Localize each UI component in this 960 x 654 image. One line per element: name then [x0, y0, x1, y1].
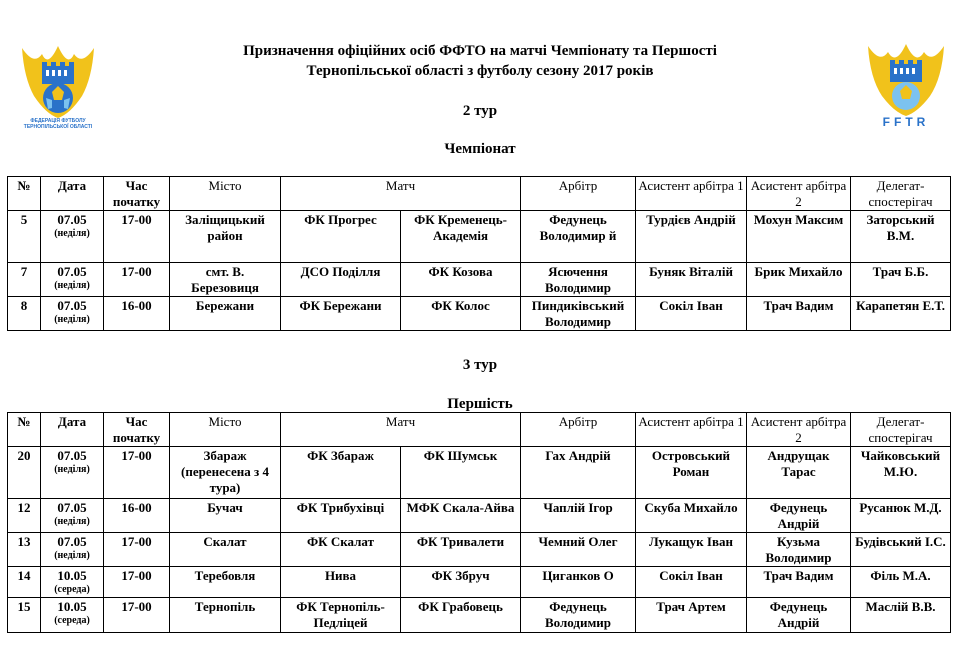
- cell-no: 12: [8, 499, 41, 533]
- cell-time: 17-00: [104, 211, 170, 263]
- cell-assistant1: Буняк Віталій: [636, 263, 747, 297]
- cell-delegate: Будівський І.С.: [851, 533, 951, 567]
- cell-referee: Ясючення Володимир: [521, 263, 636, 297]
- cell-away-team: ФК Шумськ: [401, 447, 521, 499]
- cell-referee: Циганков О: [521, 567, 636, 598]
- cell-time: 17-00: [104, 533, 170, 567]
- cell-city: Теребовля: [170, 567, 281, 598]
- header-no: №: [8, 177, 41, 211]
- cell-city: Бережани: [170, 297, 281, 331]
- cell-referee: Гах Андрій: [521, 447, 636, 499]
- cell-date: [41, 447, 104, 499]
- cell-no: 8: [8, 297, 41, 331]
- header-referee: Арбітр: [521, 177, 636, 211]
- cell-referee: Чемний Олег: [521, 533, 636, 567]
- first-league-heading: Першість: [447, 396, 513, 412]
- header-referee: Арбітр: [521, 413, 636, 447]
- logo-right-caption: FFTR: [882, 115, 930, 129]
- first-league-table: [7, 412, 951, 633]
- cell-time: 16-00: [104, 297, 170, 331]
- cell-assistant1: Сокіл Іван: [636, 297, 747, 331]
- cell-home-team: Нива: [281, 567, 401, 598]
- cell-assistant2: Трач Вадим: [747, 297, 851, 331]
- match-weekday: (неділя): [54, 550, 90, 561]
- round-3-heading: 3 тур: [462, 357, 498, 373]
- cell-date: [41, 598, 104, 633]
- header-assistant1: Асистент арбітра 1: [636, 413, 747, 447]
- match-weekday: (неділя): [54, 280, 90, 291]
- cell-away-team: ФК Тривалети: [401, 533, 521, 567]
- match-weekday: (неділя): [54, 464, 90, 475]
- cell-date: [41, 567, 104, 598]
- table-row: [8, 533, 951, 567]
- cell-no: 13: [8, 533, 41, 567]
- cell-home-team: ФК Бережани: [281, 297, 401, 331]
- cell-assistant1: Трач Артем: [636, 598, 747, 633]
- header-date: Дата: [41, 177, 104, 211]
- header-match: Матч: [281, 177, 521, 211]
- cell-referee: Чаплій Ігор: [521, 499, 636, 533]
- cell-city: Тернопіль: [170, 598, 281, 633]
- cell-home-team: ФК Збараж: [281, 447, 401, 499]
- table-row: [8, 598, 951, 633]
- cell-city: Заліщицький район: [170, 211, 281, 263]
- cell-delegate: Русанюк М.Д.: [851, 499, 951, 533]
- cell-time: 17-00: [104, 263, 170, 297]
- cell-date: [41, 263, 104, 297]
- championship-table: [7, 176, 951, 331]
- match-date: 10.05: [57, 568, 87, 583]
- cell-away-team: ФК Козова: [401, 263, 521, 297]
- cell-time: 17-00: [104, 567, 170, 598]
- cell-time: 17-00: [104, 447, 170, 499]
- match-date: 07.05: [57, 500, 87, 515]
- header-delegate: Делегат-спостерігач: [851, 177, 951, 211]
- cell-assistant2: Кузьма Володимир: [747, 533, 851, 567]
- table-row: [8, 447, 951, 499]
- cell-date: [41, 533, 104, 567]
- cell-assistant1: Островський Роман: [636, 447, 747, 499]
- cell-city: Скалат: [170, 533, 281, 567]
- cell-assistant2: Брик Михайло: [747, 263, 851, 297]
- header-assistant1: Асистент арбітра 1: [636, 177, 747, 211]
- header-assistant2: Асистент арбітра 2: [747, 177, 851, 211]
- match-weekday: (неділя): [54, 314, 90, 325]
- header-assistant2: Асистент арбітра 2: [747, 413, 851, 447]
- cell-date: [41, 211, 104, 263]
- table-row: [8, 211, 951, 263]
- cell-no: 14: [8, 567, 41, 598]
- header-city: Місто: [170, 413, 281, 447]
- cell-delegate: Заторський В.М.: [851, 211, 951, 263]
- cell-assistant1: Сокіл Іван: [636, 567, 747, 598]
- cell-no: 7: [8, 263, 41, 297]
- header-date: Дата: [41, 413, 104, 447]
- cell-time: 17-00: [104, 598, 170, 633]
- cell-city: Збараж (перенесена з 4 тура): [170, 447, 281, 499]
- cell-home-team: ФК Скалат: [281, 533, 401, 567]
- cell-home-team: ФК Прогрес: [281, 211, 401, 263]
- cell-assistant1: Лукащук Іван: [636, 533, 747, 567]
- cell-no: 15: [8, 598, 41, 633]
- header-time: Час початку: [104, 413, 170, 447]
- document-title-line2: Тернопільської області з футболу сезону 2017 років: [306, 63, 654, 79]
- cell-assistant2: Трач Вадим: [747, 567, 851, 598]
- logo-left-caption: ФЕДЕРАЦІЯ ФУТБОЛУ ТЕРНОПІЛЬСЬКОЇ ОБЛАСТІ: [23, 118, 93, 130]
- match-date: 07.05: [57, 298, 87, 313]
- match-date: 07.05: [57, 212, 87, 227]
- match-date: 07.05: [57, 448, 87, 463]
- cell-delegate: Трач Б.Б.: [851, 263, 951, 297]
- cell-away-team: ФК Грабовець: [401, 598, 521, 633]
- cell-away-team: МФК Скала-Айва: [401, 499, 521, 533]
- round-2-heading: 2 тур: [462, 103, 498, 119]
- cell-referee: Пиндиківський Володимир: [521, 297, 636, 331]
- match-date: 07.05: [57, 264, 87, 279]
- cell-time: 16-00: [104, 499, 170, 533]
- championship-heading: Чемпіонат: [444, 141, 516, 157]
- header-time: Час початку: [104, 177, 170, 211]
- cell-date: [41, 499, 104, 533]
- cell-home-team: ФК Тернопіль-Педліцей: [281, 598, 401, 633]
- cell-assistant1: Скуба Михайло: [636, 499, 747, 533]
- cell-referee: Федунець Володимир: [521, 598, 636, 633]
- match-date: 07.05: [57, 534, 87, 549]
- header-no: №: [8, 413, 41, 447]
- table-header-row: [8, 413, 951, 447]
- match-weekday: (середа): [54, 584, 90, 595]
- cell-home-team: ФК Трибухівці: [281, 499, 401, 533]
- table-row: [8, 297, 951, 331]
- table-row: [8, 499, 951, 533]
- cell-delegate: Маслій В.В.: [851, 598, 951, 633]
- cell-away-team: ФК Збруч: [401, 567, 521, 598]
- header-city: Місто: [170, 177, 281, 211]
- cell-assistant2: Мохун Максим: [747, 211, 851, 263]
- header-delegate: Делегат-спостерігач: [851, 413, 951, 447]
- match-weekday: (неділя): [54, 228, 90, 239]
- cell-delegate: Карапетян Е.Т.: [851, 297, 951, 331]
- match-weekday: (неділя): [54, 516, 90, 527]
- cell-away-team: ФК Колос: [401, 297, 521, 331]
- cell-date: [41, 297, 104, 331]
- cell-city: смт. В. Березовиця: [170, 263, 281, 297]
- cell-assistant2: Андрущак Тарас: [747, 447, 851, 499]
- match-weekday: (середа): [54, 615, 90, 626]
- header-match: Матч: [281, 413, 521, 447]
- cell-no: 20: [8, 447, 41, 499]
- table-header-row: [8, 177, 951, 211]
- match-date: 10.05: [57, 599, 87, 614]
- table-row: [8, 567, 951, 598]
- cell-referee: Федунець Володимир й: [521, 211, 636, 263]
- cell-city: Бучач: [170, 499, 281, 533]
- cell-no: 5: [8, 211, 41, 263]
- table-row: [8, 263, 951, 297]
- cell-away-team: ФК Кременець-Академія: [401, 211, 521, 263]
- document-title-line1: Призначення офіційних осіб ФФТО на матчі Чемпіонату та Першості: [243, 43, 717, 59]
- cell-delegate: Філь М.А.: [851, 567, 951, 598]
- cell-assistant2: Федунець Андрій: [747, 598, 851, 633]
- cell-home-team: ДСО Поділля: [281, 263, 401, 297]
- cell-assistant2: Федунець Андрій: [747, 499, 851, 533]
- cell-assistant1: Турдієв Андрій: [636, 211, 747, 263]
- cell-delegate: Чайковський М.Ю.: [851, 447, 951, 499]
